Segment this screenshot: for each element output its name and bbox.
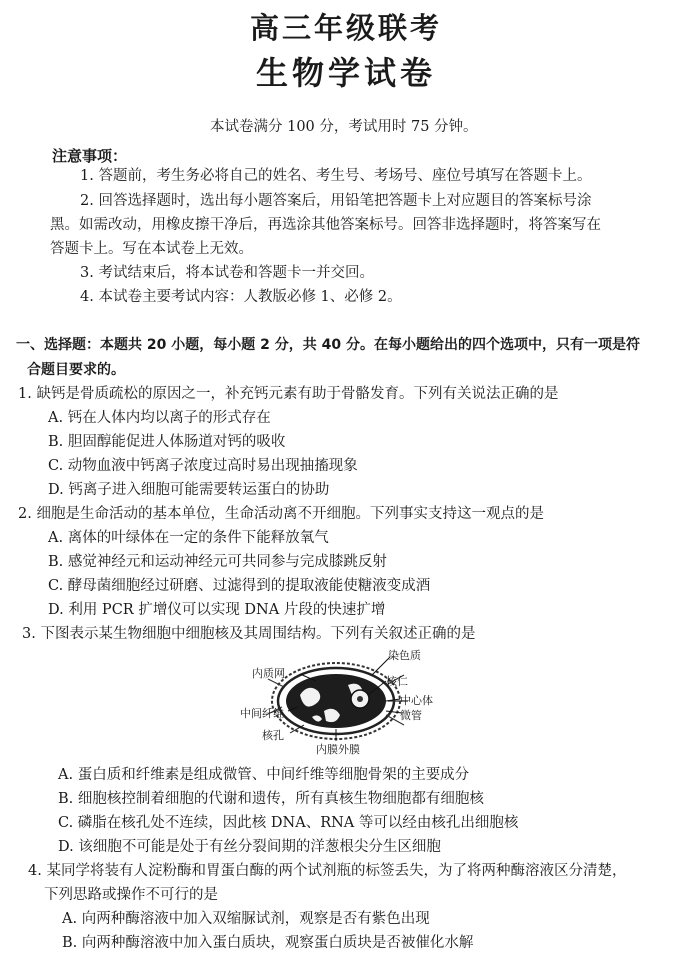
notice-line: 3. 考试结束后，将本试卷和答题卡一并交回。 (80, 265, 374, 281)
section-heading-cont: 合题目要求的。 (27, 362, 125, 378)
option: D. 该细胞不可能是处于有丝分裂间期的洋葱根尖分生区细胞 (58, 839, 441, 855)
notice-line: 答题卡上。写在本试卷上无效。 (50, 241, 253, 257)
option: A. 离体的叶绿体在一定的条件下能释放氧气 (48, 530, 329, 546)
option: C. 动物血液中钙离子浓度过高时易出现抽搐现象 (48, 458, 358, 474)
notice-heading: 注意事项： (52, 147, 128, 165)
label-chromatin: 染色质 (388, 649, 421, 662)
subject-title: 生物学试卷 (255, 54, 436, 92)
option: B. 向两种酶溶液中加入蛋白质块，观察蛋白质块是否被催化水解 (62, 935, 474, 951)
label-intermediate-filament: 中间纤维 (240, 707, 284, 720)
exam-title: 高三年级联考 (249, 11, 442, 45)
option: A. 向两种酶溶液中加入双缩脲试剂，观察是否有紫色出现 (62, 911, 430, 927)
option: D. 钙离子进入细胞可能需要转运蛋白的协助 (48, 482, 330, 498)
question-stem: 4. 某同学将装有人淀粉酶和胃蛋白酶的两个试剂瓶的标签丢失，为了将两种酶溶液区分清楚， (28, 863, 627, 879)
option: D. 利用 PCR 扩增仪可以实现 DNA 片段的快速扩增 (48, 602, 386, 618)
option: A. 蛋白质和纤维素是组成微管、中间纤维等细胞骨架的主要成分 (58, 767, 470, 783)
notice-line: 2. 回答选择题时，选出每小题答案后，用铅笔把答题卡上对应题目的答案标号涂 (80, 193, 592, 209)
option: C. 磷脂在核孔处不连续，因此核 DNA、RNA 等可以经由核孔出细胞核 (58, 815, 519, 831)
label-microtubule: 微管 (400, 709, 422, 722)
label-nuclear-pore: 核孔 (262, 729, 284, 742)
section-heading: 一、选择题：本题共 20 小题，每小题 2 分，共 40 分。在每小题给出的四个选项中，只有一项是符 (16, 337, 640, 353)
option: B. 胆固醇能促进人体肠道对钙的吸收 (48, 434, 286, 450)
question-stem: 2. 细胞是生命活动的基本单位，生命活动离不开细胞。下列事实支持这一观点的是 (18, 506, 544, 522)
nucleus-figure (236, 645, 456, 757)
option: B. 细胞核控制着细胞的代谢和遗传，所有真核生物细胞都有细胞核 (58, 791, 484, 807)
option: C. 酵母菌细胞经过研磨、过滤得到的提取液能使糖液变成酒 (48, 578, 431, 594)
question-stem: 1. 缺钙是骨质疏松的原因之一，补充钙元素有助于骨骼发育。下列有关说法正确的是 (18, 386, 559, 402)
notice-line: 黑。如需改动，用橡皮擦干净后，再选涂其他答案标号。回答非选择题时，将答案写在 (50, 217, 601, 233)
option: B. 感觉神经元和运动神经元可共同参与完成膝跳反射 (48, 554, 387, 570)
exam-info: 本试卷满分 100 分，考试用时 75 分钟。 (210, 119, 478, 135)
label-membrane: 内膜外膜 (316, 743, 360, 756)
label-nucleolus: 核仁 (386, 675, 408, 688)
notice-line: 4. 本试卷主要考试内容：人教版必修 1、必修 2。 (80, 289, 402, 305)
label-er: 内质网 (252, 667, 285, 680)
notice-line: 1. 答题前，考生务必将自己的姓名、考生号、考场号、座位号填写在答题卡上。 (80, 168, 592, 184)
option: A. 钙在人体内均以离子的形式存在 (48, 410, 271, 426)
question-stem: 3. 下图表示某生物细胞中细胞核及其周围结构。下列有关叙述正确的是 (22, 626, 476, 642)
label-centrosome: 中心体 (400, 694, 433, 707)
question-stem-cont: 下列思路或操作不可行的是 (44, 887, 218, 903)
